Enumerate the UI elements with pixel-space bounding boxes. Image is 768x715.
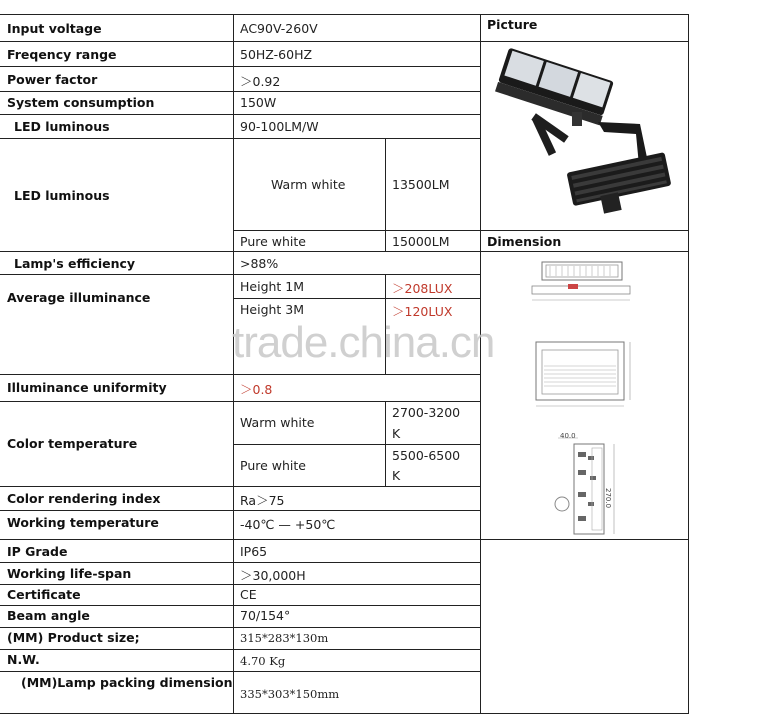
grid-line (0, 584, 480, 585)
grid-line (0, 138, 480, 139)
value-led-luminous: 90-100LM/W (240, 119, 319, 134)
label-led-luminous-2: LED luminous (14, 188, 110, 203)
ct-pure-value-1: 5500-6500 (392, 448, 461, 463)
ct-pure-label: Pure white (240, 458, 306, 473)
grid-line (0, 41, 480, 42)
label-certificate: Certificate (7, 587, 81, 602)
label-ip-grade: IP Grade (7, 544, 68, 559)
height-1m-label: Height 1M (240, 279, 305, 294)
label-cri: Color rendering index (7, 491, 161, 506)
warm-white-lumen: 13500LM (392, 177, 450, 192)
value-consumption: 150W (240, 95, 277, 110)
ct-warm-label: Warm white (240, 415, 315, 430)
value-efficiency: >88% (240, 256, 279, 271)
grid-line (0, 14, 688, 15)
product-photo (490, 44, 680, 224)
grid-line (0, 486, 480, 487)
label-beam-angle: Beam angle (7, 608, 90, 623)
grid-line (0, 605, 480, 606)
height-1m-value: ＞208LUX (392, 281, 453, 296)
grid-line (0, 539, 688, 540)
grid-line (688, 14, 689, 714)
grid-line (0, 627, 480, 628)
value-uniformity: ＞0.8 (240, 382, 273, 397)
value-nw: 4.70 Kg (240, 654, 286, 668)
grid-line (0, 274, 480, 275)
ct-warm-value-1: 2700-3200 (392, 405, 461, 420)
label-working-temp: Working temperature (7, 515, 159, 530)
grid-line (0, 66, 480, 67)
height-3m-value: ＞120LUX (392, 304, 453, 319)
grid-line (0, 401, 480, 402)
grid-line (0, 510, 480, 511)
grid-line (233, 444, 480, 445)
value-input-voltage: AC90V-260V (240, 21, 318, 36)
ct-pure-value-2: K (392, 468, 401, 483)
label-consumption: System consumption (7, 95, 155, 110)
label-power-factor: Power factor (7, 72, 98, 87)
grid-line (0, 91, 480, 92)
height-3m-label: Height 3M (240, 302, 305, 317)
grid-line (0, 713, 688, 714)
label-efficiency: Lamp's efficiency (14, 256, 136, 271)
label-product-size: (MM) Product size; (7, 630, 140, 645)
value-beam-angle: 70/154° (240, 608, 291, 623)
grid-line (233, 298, 480, 299)
grid-line (0, 114, 480, 115)
label-frequency: Freqency range (7, 47, 117, 62)
picture-header: Picture (487, 17, 538, 32)
grid-line (0, 251, 688, 252)
label-illuminance: Average illuminance (7, 290, 151, 305)
label-packing: (MM)Lamp packing dimension (21, 675, 233, 690)
dimension-header: Dimension (487, 234, 562, 249)
grid-line (480, 41, 688, 42)
label-led-luminous: LED luminous (14, 119, 110, 134)
value-ip-grade: IP65 (240, 544, 268, 559)
warm-white-label: Warm white (271, 177, 346, 192)
label-uniformity: Illuminance uniformity (7, 380, 167, 395)
value-power-factor: ＞0.92 (240, 74, 281, 89)
pure-white-label: Pure white (240, 234, 306, 249)
grid-line (0, 649, 480, 650)
grid-line (0, 671, 480, 672)
value-working-temp: -40℃ — +50℃ (240, 517, 336, 532)
dimension-drawing-top (528, 258, 634, 304)
grid-line (233, 230, 480, 231)
label-color-temp: Color temperature (7, 436, 138, 451)
dimension-drawing-side (548, 432, 624, 536)
value-life-span: ＞30,000H (240, 568, 306, 583)
watermark: trade.china.cn (232, 318, 495, 367)
value-certificate: CE (240, 587, 257, 602)
pure-white-lumen: 15000LM (392, 234, 450, 249)
value-packing: 335*303*150mm (240, 687, 340, 701)
value-frequency: 50HZ-60HZ (240, 47, 313, 62)
value-product-size: 315*283*130m (240, 631, 329, 645)
grid-line (0, 374, 480, 375)
grid-line (0, 562, 480, 563)
ct-warm-value-2: K (392, 426, 401, 441)
grid-line (385, 401, 386, 486)
label-input-voltage: Input voltage (7, 21, 102, 36)
grid-line (385, 138, 386, 251)
value-cri: Ra＞75 (240, 493, 285, 508)
label-nw: N.W. (7, 652, 40, 667)
dimension-drawing-front (526, 336, 634, 414)
dim-label-width: 40.0 (560, 432, 576, 440)
label-life-span: Working life-span (7, 566, 132, 581)
dim-label-height: 270.0 (604, 488, 612, 509)
grid-line (480, 230, 688, 231)
